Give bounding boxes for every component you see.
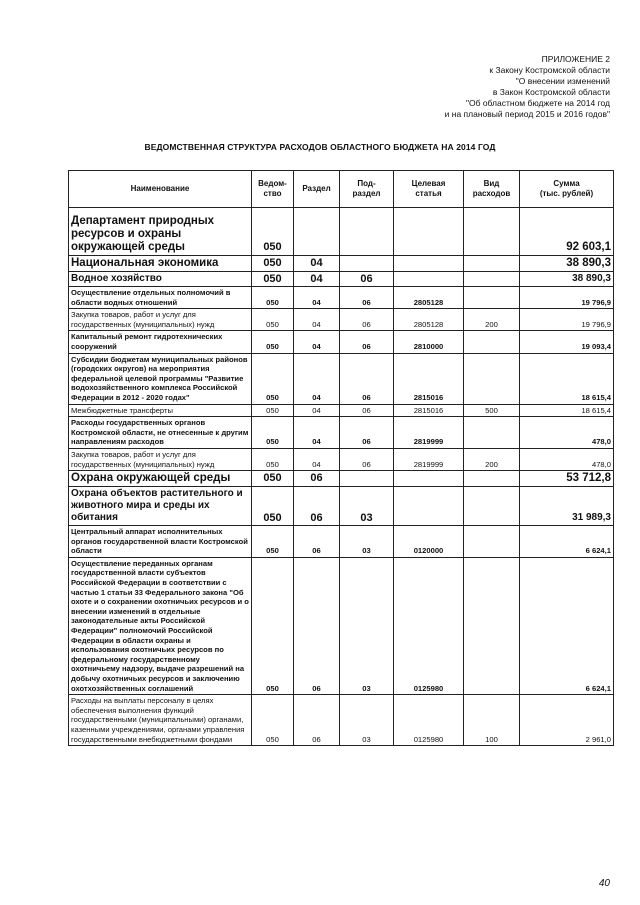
row-kind xyxy=(464,417,520,449)
row-name: Водное хозяйство xyxy=(69,272,252,287)
row-subsection: 06 xyxy=(340,287,394,309)
row-subsection: 03 xyxy=(340,557,394,694)
row-dept: 050 xyxy=(252,526,294,558)
row-subsection: 06 xyxy=(340,404,394,417)
row-subsection xyxy=(340,208,394,256)
row-section: 06 xyxy=(294,471,340,487)
row-name: Департамент природных ресурсов и охраны окружающей среды xyxy=(69,208,252,256)
row-target: 2805128 xyxy=(394,287,464,309)
row-dept: 050 xyxy=(252,404,294,417)
row-kind xyxy=(464,272,520,287)
header-sum: Сумма (тыс. рублей) xyxy=(520,171,614,208)
row-dept: 050 xyxy=(252,353,294,404)
table-row xyxy=(69,331,614,353)
table-row xyxy=(69,448,614,470)
header-line: ПРИЛОЖЕНИЕ 2 xyxy=(541,54,610,64)
document-title: ВЕДОМСТВЕННАЯ СТРУКТУРА РАСХОДОВ ОБЛАСТНОГО БЮДЖЕТА НА 2014 ГОД xyxy=(144,142,496,152)
row-kind xyxy=(464,208,520,256)
row-sum: 19 093,4 xyxy=(520,331,614,353)
row-sum: 31 989,3 xyxy=(520,487,614,526)
row-sum: 38 890,3 xyxy=(520,256,614,272)
row-kind xyxy=(464,331,520,353)
row-sum: 53 712,8 xyxy=(520,471,614,487)
row-name: Охрана объектов растительного и животного мира и среды их обитания xyxy=(69,487,252,526)
table-row xyxy=(69,256,614,272)
row-kind xyxy=(464,526,520,558)
row-sum: 38 890,3 xyxy=(520,272,614,287)
row-target: 0125980 xyxy=(394,557,464,694)
row-dept: 050 xyxy=(252,448,294,470)
row-kind xyxy=(464,557,520,694)
row-subsection xyxy=(340,256,394,272)
header-line: "О внесении изменений xyxy=(515,76,610,86)
row-sum: 18 615,4 xyxy=(520,353,614,404)
row-target: 2815016 xyxy=(394,404,464,417)
row-target: 0120000 xyxy=(394,526,464,558)
row-dept: 050 xyxy=(252,417,294,449)
row-subsection: 03 xyxy=(340,695,394,746)
row-section: 04 xyxy=(294,256,340,272)
row-kind: 500 xyxy=(464,404,520,417)
row-name: Осуществление переданных органам государственной власти субъектов Российской Федерации в соответствии с частью 1 статьи 33 Федерального закона "Об охоте и о сохранении охотничьих ресурсов и о внесении изменений в отдельные законодательные акты Российской Федерации" полномочий Российской Федерации в области охраны и использования охотничьих ресурсов по федеральному государственному охотничьему надзору, выдаче разрешений на добычу охотничьих ресурсов и заключению охотхозяйственных соглашений xyxy=(69,557,252,694)
row-subsection xyxy=(340,471,394,487)
row-subsection: 03 xyxy=(340,487,394,526)
row-dept: 050 xyxy=(252,256,294,272)
row-section: 04 xyxy=(294,309,340,331)
row-name: Межбюджетные трансферты xyxy=(69,404,252,417)
header-line: и на плановый период 2015 и 2016 годов" xyxy=(444,109,610,119)
header-dept: Ведом- ство xyxy=(252,171,294,208)
table-row xyxy=(69,309,614,331)
header-subsection: Под- раздел xyxy=(340,171,394,208)
table-row xyxy=(69,471,614,487)
row-sum: 2 961,0 xyxy=(520,695,614,746)
row-section: 04 xyxy=(294,287,340,309)
row-name: Расходы на выплаты персоналу в целях обеспечения выполнения функций государственными (муниципальными) органами, казенными учреждениями, органами управления государственными внебюджетными фондами xyxy=(69,695,252,746)
row-dept: 050 xyxy=(252,309,294,331)
row-sum: 19 796,9 xyxy=(520,287,614,309)
row-section: 04 xyxy=(294,417,340,449)
row-subsection: 06 xyxy=(340,272,394,287)
table-row xyxy=(69,487,614,526)
row-section: 06 xyxy=(294,487,340,526)
appendix-header xyxy=(445,54,610,120)
row-kind: 200 xyxy=(464,448,520,470)
row-target xyxy=(394,208,464,256)
row-section: 04 xyxy=(294,353,340,404)
table-row xyxy=(69,208,614,256)
row-dept: 050 xyxy=(252,471,294,487)
row-target xyxy=(394,272,464,287)
row-sum: 478,0 xyxy=(520,417,614,449)
row-dept: 050 xyxy=(252,287,294,309)
row-name: Расходы государственных органов Костромской области, не отнесенные к другим направлениям расходов xyxy=(69,417,252,449)
table-row xyxy=(69,353,614,404)
row-section: 06 xyxy=(294,695,340,746)
row-target: 2810000 xyxy=(394,331,464,353)
row-sum: 6 624,1 xyxy=(520,526,614,558)
header-name: Наименование xyxy=(69,171,252,208)
row-kind xyxy=(464,471,520,487)
row-dept: 050 xyxy=(252,331,294,353)
header-line: в Закон Костромской области xyxy=(492,87,610,97)
table-row xyxy=(69,417,614,449)
row-section xyxy=(294,208,340,256)
row-target: 2805128 xyxy=(394,309,464,331)
page-number: 40 xyxy=(598,878,610,889)
row-subsection: 06 xyxy=(340,417,394,449)
row-section: 04 xyxy=(294,404,340,417)
row-section: 06 xyxy=(294,526,340,558)
row-target xyxy=(394,487,464,526)
row-sum: 6 624,1 xyxy=(520,557,614,694)
header-kind: Вид расходов xyxy=(464,171,520,208)
row-kind xyxy=(464,487,520,526)
row-sum: 18 615,4 xyxy=(520,404,614,417)
row-section: 04 xyxy=(294,272,340,287)
row-dept: 050 xyxy=(252,557,294,694)
row-target xyxy=(394,256,464,272)
row-dept: 050 xyxy=(252,695,294,746)
row-target: 2819999 xyxy=(394,417,464,449)
row-target: 2819999 xyxy=(394,448,464,470)
row-section: 06 xyxy=(294,557,340,694)
row-kind: 200 xyxy=(464,309,520,331)
table-row xyxy=(69,526,614,558)
row-dept: 050 xyxy=(252,208,294,256)
row-dept: 050 xyxy=(252,487,294,526)
row-name: Национальная экономика xyxy=(69,256,252,272)
header-section: Раздел xyxy=(294,171,340,208)
row-kind: 100 xyxy=(464,695,520,746)
row-name: Охрана окружающей среды xyxy=(69,471,252,487)
table-row xyxy=(69,272,614,287)
row-kind xyxy=(464,353,520,404)
table-header-row xyxy=(69,171,614,208)
expenditure-table xyxy=(68,170,614,746)
row-section: 04 xyxy=(294,331,340,353)
row-name: Осуществление отдельных полномочий в области водных отношений xyxy=(69,287,252,309)
row-kind xyxy=(464,287,520,309)
row-target: 2815016 xyxy=(394,353,464,404)
row-name: Центральный аппарат исполнительных органов государственной власти Костромской области xyxy=(69,526,252,558)
table-row xyxy=(69,287,614,309)
row-kind xyxy=(464,256,520,272)
header-target: Целевая статья xyxy=(394,171,464,208)
row-name: Субсидии бюджетам муниципальных районов (городских округов) на мероприятия федеральной целевой программы "Развитие водохозяйственного комплекса Российской Федерации в 2012 - 2020 годах" xyxy=(69,353,252,404)
row-subsection: 03 xyxy=(340,526,394,558)
row-dept: 050 xyxy=(252,272,294,287)
table-row xyxy=(69,557,614,694)
row-subsection: 06 xyxy=(340,448,394,470)
row-sum: 478,0 xyxy=(520,448,614,470)
table-row xyxy=(69,695,614,746)
row-name: Закупка товаров, работ и услуг для государственных (муниципальных) нужд xyxy=(69,309,252,331)
row-name: Закупка товаров, работ и услуг для государственных (муниципальных) нужд xyxy=(69,448,252,470)
row-subsection: 06 xyxy=(340,331,394,353)
table-row xyxy=(69,404,614,417)
row-sum: 19 796,9 xyxy=(520,309,614,331)
header-line: "Об областном бюджете на 2014 год xyxy=(465,98,610,108)
row-section: 04 xyxy=(294,448,340,470)
row-target xyxy=(394,471,464,487)
row-name: Капитальный ремонт гидротехнических сооружений xyxy=(69,331,252,353)
row-target: 0125980 xyxy=(394,695,464,746)
row-subsection: 06 xyxy=(340,353,394,404)
row-subsection: 06 xyxy=(340,309,394,331)
row-sum: 92 603,1 xyxy=(520,208,614,256)
header-line: к Закону Костромской области xyxy=(489,65,610,75)
